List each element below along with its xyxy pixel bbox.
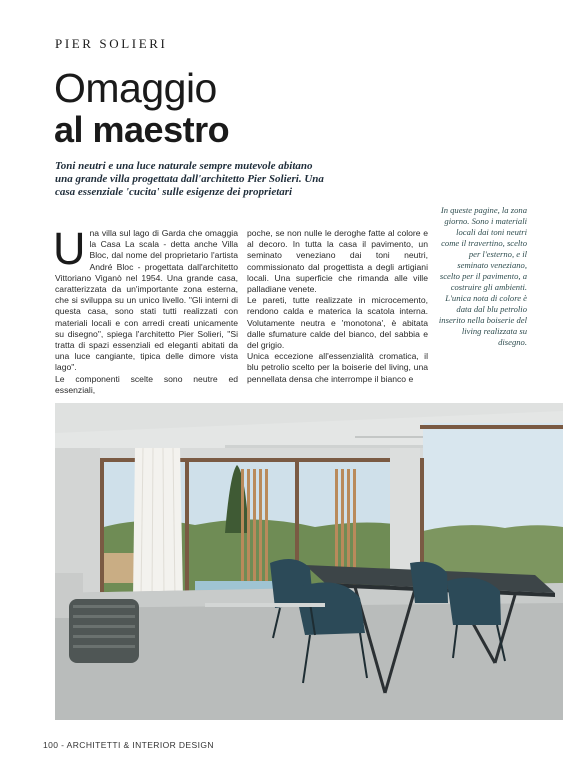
section-kicker: PIER SOLIERI — [55, 36, 168, 51]
drop-cap: U — [53, 223, 86, 274]
body-paragraph: Le componenti scelte sono neutre ed essenziali, — [55, 373, 238, 395]
standfirst: Toni neutri e una luce naturale sempre mutevole abitano una grande villa progettata dall'architetto Pier Solieri. Una casa essenziale 'cucita' sulle esigenze dei proprietari — [55, 160, 324, 198]
photo-caption: In queste pagine, la zona giorno. Sono i materiali locali dai toni neutri come il travertino, scelto per l'esterno, e il seminato veneziano, scelto per il pavimento, a costruire gli ambienti. L'unica nota di colore è data dal blu petrolio inserito nella boiserie del living realizzata su disegno. — [438, 205, 527, 347]
living-room-illustration — [55, 403, 563, 720]
body-paragraph: poche, se non nulle le deroghe fatte al colore e al decoro. In tutta la casa il pavimento, un seminato veneziano dai toni neutri, commissionato dal progettista a degli artigiani locali. Una superficie che rimanda alle ville palladiane venete. — [247, 228, 428, 295]
page-folio: 100 - ARCHITETTI & INTERIOR DESIGN — [43, 740, 214, 750]
body-paragraph: Le pareti, tutte realizzate in microcemento, rendono calda e materica la scatola interna. Volutamente neutra e 'monotona', è abitata dalle sfumature calde del bianco, del sabbia e del grigio. — [247, 295, 428, 351]
body-column-1 — [53, 223, 238, 396]
living-room-photo — [55, 403, 563, 720]
body-paragraph: na villa sul lago di Garda che omaggia la Casa La scala - detta anche Villa Bloc, dal nome del proprietario l'artista André Bloc - progettata dall'architetto Vittoriano Viganò nel 1954. Una grande casa, caratterizzata da un'importante zona esterna, che si sviluppa su un unico livello. "Gli interni di questa casa, sono stati tutti realizzati con materiali locali e con arredi creati unicamente su disegno", spiega l'architetto Pier Solieri, "Si tratta di spazi essenziali ed eleganti abitati da una luce cangiante, tipica delle dimore vista lago". — [55, 228, 238, 373]
body-column-2 — [247, 228, 428, 385]
body-paragraph: Unica eccezione all'essenzialità cromatica, il blu petrolio scelto per la boiserie del living, una pennellata densa che interrompe il bianco e — [247, 351, 428, 384]
headline-line-2: al maestro — [54, 109, 230, 150]
headline-line-1: Omaggio — [54, 65, 217, 111]
